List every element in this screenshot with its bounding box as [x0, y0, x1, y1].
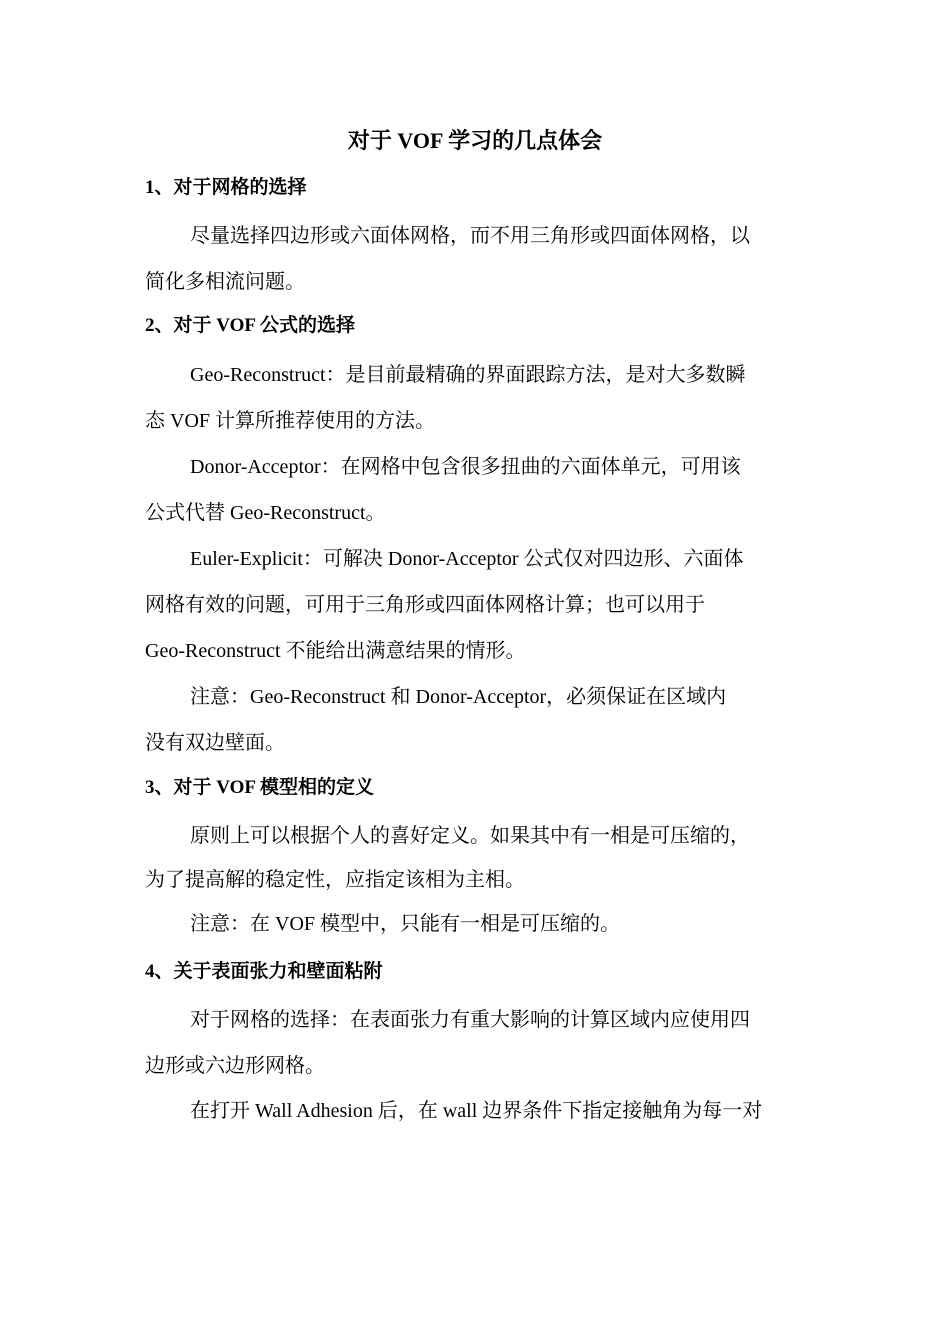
- paragraph-line: Geo-Reconstruct：是目前最精确的界面跟踪方法，是对大多数瞬: [190, 364, 746, 386]
- paragraph-line: 原则上可以根据个人的喜好定义。如果其中有一相是可压缩的，: [190, 825, 750, 847]
- paragraph-line: 尽量选择四边形或六面体网格，而不用三角形或四面体网格，以: [190, 225, 750, 247]
- paragraph-line: 为了提高解的稳定性，应指定该相为主相。: [145, 869, 525, 891]
- paragraph-line: Donor-Acceptor：在网格中包含很多扭曲的六面体单元，可用该: [190, 456, 741, 478]
- paragraph-line: 态 VOF 计算所推荐使用的方法。: [145, 410, 436, 432]
- section-heading-2: 2、对于 VOF 公式的选择: [145, 315, 356, 336]
- paragraph-line: 公式代替 Geo-Reconstruct。: [145, 502, 386, 524]
- paragraph-line: Geo-Reconstruct 不能给出满意结果的情形。: [145, 640, 526, 662]
- paragraph-line: 没有双边壁面。: [145, 732, 285, 754]
- paragraph-line: Euler-Explicit：可解决 Donor-Acceptor 公式仅对四边形、六面体: [190, 548, 744, 570]
- section-heading-4: 4、关于表面张力和壁面粘附: [145, 961, 383, 982]
- section-heading-1: 1、对于网格的选择: [145, 177, 307, 198]
- paragraph-line: 简化多相流问题。: [145, 271, 305, 293]
- document-title: 对于 VOF 学习的几点体会: [347, 128, 603, 153]
- paragraph-line: 在打开 Wall Adhesion 后，在 wall 边界条件下指定接触角为每一对: [190, 1100, 763, 1122]
- paragraph-line: 注意：在 VOF 模型中，只能有一相是可压缩的。: [190, 913, 621, 935]
- paragraph-line: 对于网格的选择：在表面张力有重大影响的计算区域内应使用四: [190, 1009, 750, 1031]
- paragraph-line: 网格有效的问题，可用于三角形或四面体网格计算；也可以用于: [145, 594, 705, 616]
- paragraph-line: 边形或六边形网格。: [145, 1055, 325, 1077]
- section-heading-3: 3、对于 VOF 模型相的定义: [145, 777, 375, 798]
- paragraph-line: 注意：Geo-Reconstruct 和 Donor-Acceptor，必须保证在区域内: [190, 686, 727, 708]
